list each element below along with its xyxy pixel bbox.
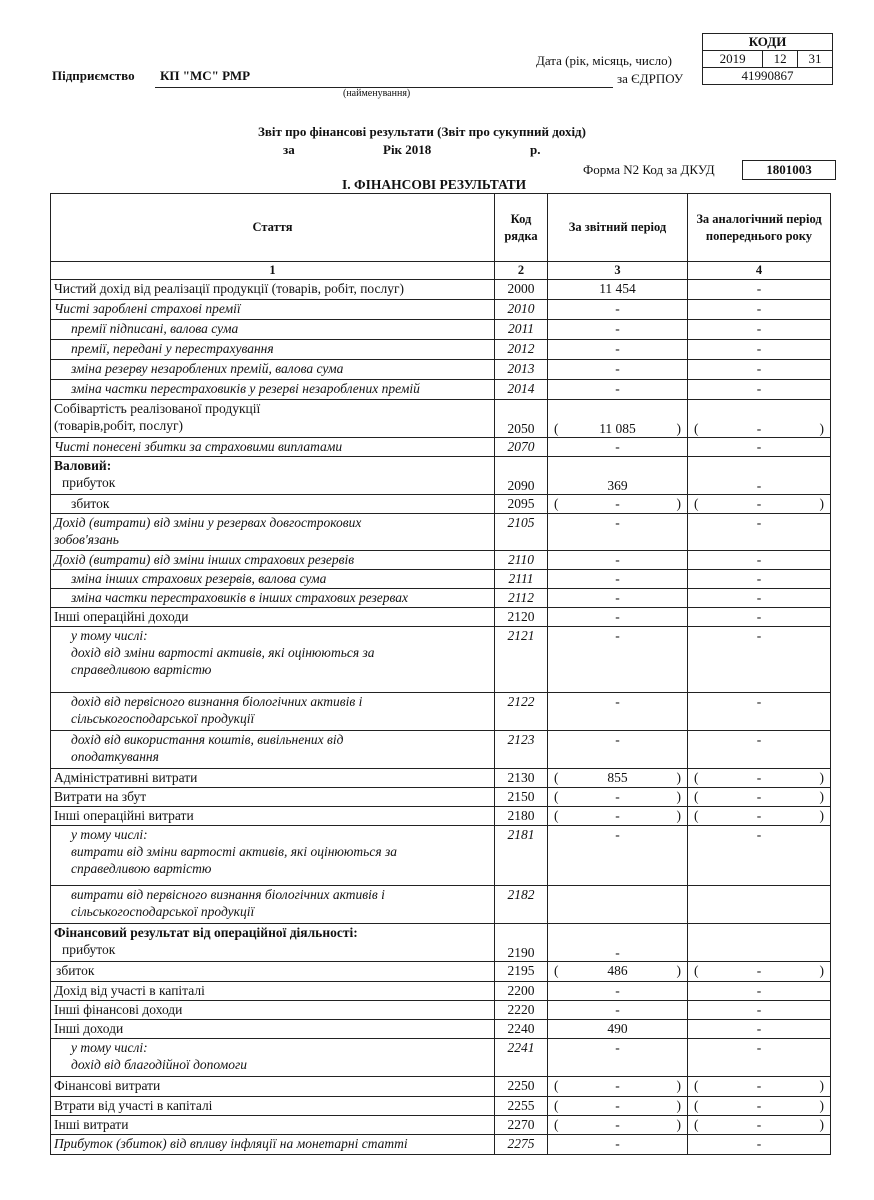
row-previous-value xyxy=(688,280,831,300)
table-row xyxy=(51,438,831,457)
table-row xyxy=(51,693,831,731)
edrpou-label: за ЄДРПОУ xyxy=(617,71,684,86)
row-label: збиток xyxy=(51,962,495,982)
value-text: - xyxy=(615,694,620,709)
header-code: Код рядка xyxy=(495,194,548,262)
row-label: зміна резерву незароблених премій, валова сума xyxy=(51,360,495,380)
table-row xyxy=(51,1077,831,1097)
table-row xyxy=(51,1001,831,1020)
row-label: витрати від первісного визнання біологічних активів і сільськогосподарської продукції xyxy=(51,886,495,924)
row-code: 2180 xyxy=(495,807,548,826)
row-current-value xyxy=(548,731,688,769)
row-group-heading: Валовий: прибуток xyxy=(54,458,116,490)
row-label: Собівартість реалізованої продукції (товарів,робіт, послуг) xyxy=(51,400,495,438)
row-previous-value xyxy=(688,589,831,608)
table-row xyxy=(51,514,831,551)
row-current-value xyxy=(548,1116,688,1135)
row-label: Фінансові витрати xyxy=(51,1077,495,1097)
codes-title: КОДИ xyxy=(703,34,833,51)
header-current: За звітний період xyxy=(548,194,688,262)
value-text: - xyxy=(756,281,762,296)
codes-table xyxy=(702,33,833,85)
row-code: 2150 xyxy=(495,788,548,807)
row-label: зміна інших страхових резервів, валова сума xyxy=(51,570,495,589)
row-current-value xyxy=(548,807,688,826)
table-row xyxy=(51,924,831,962)
row-current-value xyxy=(548,693,688,731)
value-text: - xyxy=(615,439,620,454)
row-current-value xyxy=(548,788,688,807)
value-text: - xyxy=(615,732,620,747)
row-code: 2240 xyxy=(495,1020,548,1039)
row-code: 2200 xyxy=(495,982,548,1001)
row-code: 2012 xyxy=(495,340,548,360)
row-previous-value xyxy=(688,886,831,924)
row-label: збиток xyxy=(51,495,495,514)
row-previous-value xyxy=(688,731,831,769)
row-previous-value xyxy=(688,826,831,886)
row-label: Чисті понесені збитки за страховими виплатами xyxy=(51,438,495,457)
row-previous-value xyxy=(688,457,831,495)
edrpou-code: 41990867 xyxy=(703,68,833,85)
row-current-value xyxy=(548,1077,688,1097)
row-current-value xyxy=(548,924,688,962)
value-text: - xyxy=(756,361,762,376)
table-row xyxy=(51,1097,831,1116)
row-previous-value xyxy=(688,360,831,380)
row-code: 2070 xyxy=(495,438,548,457)
row-code: 2090 xyxy=(495,457,548,495)
table-row xyxy=(51,1020,831,1039)
row-label: Втрати від участі в капіталі xyxy=(51,1097,495,1116)
row-current-value xyxy=(548,551,688,570)
value-text: ( - ) xyxy=(691,495,827,512)
table-row xyxy=(51,320,831,340)
table-row xyxy=(51,380,831,400)
value-text: - xyxy=(615,1002,620,1017)
row-previous-value xyxy=(688,1116,831,1135)
row-current-value xyxy=(548,300,688,320)
row-label: Інші фінансові доходи xyxy=(51,1001,495,1020)
header-previous: За аналогічний період попереднього року xyxy=(688,194,831,262)
value-text: ( - ) xyxy=(551,1097,684,1114)
row-code: 2255 xyxy=(495,1097,548,1116)
value-text: ( - ) xyxy=(551,788,684,805)
value-text: - xyxy=(756,478,762,493)
row-label xyxy=(51,924,495,962)
table-row xyxy=(51,280,831,300)
row-label: Інші витрати xyxy=(51,1116,495,1135)
table-row xyxy=(51,962,831,982)
enterprise-sublabel: (найменування) xyxy=(343,88,411,99)
row-previous-value xyxy=(688,438,831,457)
row-previous-value xyxy=(688,1097,831,1116)
value-text: - xyxy=(615,609,620,624)
row-previous-value xyxy=(688,380,831,400)
row-previous-value xyxy=(688,400,831,438)
row-code: 2270 xyxy=(495,1116,548,1135)
table-row xyxy=(51,340,831,360)
table-row xyxy=(51,300,831,320)
table-number-row xyxy=(51,262,831,280)
header-article: Стаття xyxy=(51,194,495,262)
value-text: - xyxy=(756,552,762,567)
value-text: - xyxy=(615,945,620,960)
row-previous-value xyxy=(688,608,831,627)
row-previous-value xyxy=(688,1001,831,1020)
row-code: 2121 xyxy=(495,627,548,693)
date-month: 12 xyxy=(763,51,798,68)
row-previous-value xyxy=(688,551,831,570)
row-code: 2010 xyxy=(495,300,548,320)
row-current-value xyxy=(548,1135,688,1155)
table-row xyxy=(51,570,831,589)
row-code: 2110 xyxy=(495,551,548,570)
value-text: - xyxy=(615,628,620,643)
row-current-value xyxy=(548,457,688,495)
row-previous-value xyxy=(688,320,831,340)
value-text: - xyxy=(756,1021,762,1036)
row-label: дохід від використання коштів, вивільнених від оподаткування xyxy=(51,731,495,769)
row-code: 2014 xyxy=(495,380,548,400)
row-label: Інші доходи xyxy=(51,1020,495,1039)
row-current-value xyxy=(548,886,688,924)
row-code: 2241 xyxy=(495,1039,548,1077)
row-code: 2190 xyxy=(495,924,548,962)
row-code: 2122 xyxy=(495,693,548,731)
row-current-value xyxy=(548,514,688,551)
table-row xyxy=(51,400,831,438)
row-current-value xyxy=(548,826,688,886)
value-text: - xyxy=(756,732,762,747)
table-row xyxy=(51,982,831,1001)
table-row xyxy=(51,457,831,495)
row-current-value xyxy=(548,1097,688,1116)
table-row xyxy=(51,731,831,769)
row-code: 2181 xyxy=(495,826,548,886)
value-text: - xyxy=(756,321,762,336)
value-text: - xyxy=(615,1136,620,1151)
value-text: ( - ) xyxy=(691,769,827,786)
row-previous-value xyxy=(688,982,831,1001)
row-label: у тому числі: дохід від благодійної допомоги xyxy=(51,1039,495,1077)
row-code: 2000 xyxy=(495,280,548,300)
row-code: 2111 xyxy=(495,570,548,589)
row-label: Інші операційні витрати xyxy=(51,807,495,826)
row-label: Дохід (витрати) від зміни інших страхових резервів xyxy=(51,551,495,570)
value-text: - xyxy=(615,590,620,605)
table-row xyxy=(51,495,831,514)
row-previous-value xyxy=(688,924,831,962)
row-current-value xyxy=(548,589,688,608)
table-row xyxy=(51,886,831,924)
value-text: - xyxy=(615,381,620,396)
date-year: 2019 xyxy=(703,51,763,68)
row-current-value xyxy=(548,627,688,693)
row-current-value xyxy=(548,400,688,438)
value-text: - xyxy=(615,321,620,336)
row-code: 2130 xyxy=(495,769,548,788)
row-code: 2182 xyxy=(495,886,548,924)
row-previous-value xyxy=(688,340,831,360)
row-code: 2220 xyxy=(495,1001,548,1020)
row-current-value xyxy=(548,495,688,514)
table-row xyxy=(51,826,831,886)
value-text: - xyxy=(615,301,620,316)
row-code: 2112 xyxy=(495,589,548,608)
row-code: 2195 xyxy=(495,962,548,982)
table-row xyxy=(51,627,831,693)
value-text: - xyxy=(615,515,620,530)
date-label: Дата (рік, місяць, число) xyxy=(536,53,672,68)
row-current-value xyxy=(548,982,688,1001)
value-text: - xyxy=(615,1040,620,1055)
value-text: - xyxy=(756,1136,762,1151)
value-text: ( - ) xyxy=(691,420,827,437)
value-text: ( - ) xyxy=(551,807,684,824)
value-text: ( 11 085 ) xyxy=(551,420,684,437)
row-current-value xyxy=(548,608,688,627)
value-text: ( - ) xyxy=(691,807,827,824)
value-text: - xyxy=(615,341,620,356)
row-label: премії, передані у перестрахування xyxy=(51,340,495,360)
row-label: Інші операційні доходи xyxy=(51,608,495,627)
row-current-value xyxy=(548,380,688,400)
value-text: - xyxy=(756,983,762,998)
row-label: у тому числі: дохід від зміни вартості активів, які оцінюються за справедливою вартістю xyxy=(51,627,495,693)
value-text: ( - ) xyxy=(551,495,684,512)
row-current-value xyxy=(548,438,688,457)
row-label: Дохід від участі в капіталі xyxy=(51,982,495,1001)
row-current-value xyxy=(548,280,688,300)
row-previous-value xyxy=(688,1135,831,1155)
row-group-heading: Фінансовий результат від операційної діяльності: прибуток xyxy=(54,925,358,957)
value-text: - xyxy=(756,1002,762,1017)
table-row xyxy=(51,589,831,608)
row-previous-value xyxy=(688,788,831,807)
table-row xyxy=(51,788,831,807)
row-current-value xyxy=(548,360,688,380)
row-current-value xyxy=(548,962,688,982)
row-current-value xyxy=(548,1020,688,1039)
value-text: - xyxy=(756,694,762,709)
row-previous-value xyxy=(688,962,831,982)
row-label: зміна частки перестраховиків в інших страхових резервах xyxy=(51,589,495,608)
value-text: - xyxy=(756,609,762,624)
row-current-value xyxy=(548,769,688,788)
value-text: - xyxy=(756,571,762,586)
value-text: ( - ) xyxy=(691,788,827,805)
col-number-4: 4 xyxy=(688,262,831,280)
row-label xyxy=(51,457,495,495)
row-previous-value xyxy=(688,570,831,589)
report-r: р. xyxy=(530,142,541,157)
table-header-row xyxy=(51,194,831,262)
value-text: ( - ) xyxy=(551,1116,684,1133)
row-label: Прибуток (збиток) від впливу інфляції на монетарні статті xyxy=(51,1135,495,1155)
row-label: Витрати на збут xyxy=(51,788,495,807)
section-title: І. ФІНАНСОВІ РЕЗУЛЬТАТИ xyxy=(342,177,527,192)
value-text: 490 xyxy=(607,1021,628,1036)
value-text: - xyxy=(615,361,620,376)
row-code: 2275 xyxy=(495,1135,548,1155)
value-text: ( - ) xyxy=(691,1116,827,1133)
report-period: Рік 2018 xyxy=(383,142,432,157)
row-label: Адміністративні витрати xyxy=(51,769,495,788)
report-za: за xyxy=(283,142,295,157)
table-row xyxy=(51,551,831,570)
value-text: 11 454 xyxy=(599,281,636,296)
value-text: - xyxy=(756,1040,762,1055)
row-previous-value xyxy=(688,514,831,551)
table-row xyxy=(51,608,831,627)
row-current-value xyxy=(548,1001,688,1020)
value-text: - xyxy=(615,983,620,998)
table-row xyxy=(51,769,831,788)
value-text: 369 xyxy=(607,478,628,493)
value-text: - xyxy=(615,552,620,567)
value-text: - xyxy=(756,515,762,530)
row-code: 2120 xyxy=(495,608,548,627)
row-label: Дохід (витрати) від зміни у резервах довгострокових зобов'язань xyxy=(51,514,495,551)
row-previous-value xyxy=(688,807,831,826)
value-text: - xyxy=(756,439,762,454)
form-label: Форма N2 Код за ДКУД xyxy=(583,162,715,177)
row-label: дохід від первісного визнання біологічних активів і сільськогосподарської продукції xyxy=(51,693,495,731)
row-code: 2013 xyxy=(495,360,548,380)
col-number-3: 3 xyxy=(548,262,688,280)
value-text: ( - ) xyxy=(691,962,827,979)
row-label: премії підписані, валова сума xyxy=(51,320,495,340)
table-row xyxy=(51,1116,831,1135)
form-code: 1801003 xyxy=(742,160,836,180)
row-previous-value xyxy=(688,495,831,514)
value-text: - xyxy=(756,381,762,396)
row-current-value xyxy=(548,1039,688,1077)
row-code: 2250 xyxy=(495,1077,548,1097)
row-current-value xyxy=(548,570,688,589)
financial-results-table xyxy=(50,193,831,1155)
value-text: ( - ) xyxy=(691,1077,827,1094)
report-title: Звіт про фінансові результати (Звіт про сукупний дохід) xyxy=(258,124,586,139)
enterprise-name: КП "МС" РМР xyxy=(160,68,251,83)
row-previous-value xyxy=(688,769,831,788)
row-previous-value xyxy=(688,1020,831,1039)
table-row xyxy=(51,1039,831,1077)
value-text: - xyxy=(756,301,762,316)
row-previous-value xyxy=(688,300,831,320)
row-previous-value xyxy=(688,1077,831,1097)
date-day: 31 xyxy=(798,51,833,68)
row-current-value xyxy=(548,320,688,340)
row-code: 2050 xyxy=(495,400,548,438)
value-text: - xyxy=(756,590,762,605)
value-text: - xyxy=(615,827,620,842)
row-code: 2011 xyxy=(495,320,548,340)
value-text: - xyxy=(756,628,762,643)
enterprise-label: Підприємство xyxy=(52,68,135,83)
table-row xyxy=(51,360,831,380)
row-label: у тому числі: витрати від зміни вартості активів, які оцінюються за справедливою вартістю xyxy=(51,826,495,886)
value-text: ( - ) xyxy=(551,1077,684,1094)
row-label: Чисті зароблені страхові премії xyxy=(51,300,495,320)
value-text: ( - ) xyxy=(691,1097,827,1114)
col-number-2: 2 xyxy=(495,262,548,280)
row-previous-value xyxy=(688,693,831,731)
value-text: - xyxy=(615,571,620,586)
row-previous-value xyxy=(688,1039,831,1077)
row-label: Чистий дохід від реалізації продукції (товарів, робіт, послуг) xyxy=(51,280,495,300)
value-text: - xyxy=(756,827,762,842)
col-number-1: 1 xyxy=(51,262,495,280)
row-code: 2123 xyxy=(495,731,548,769)
row-previous-value xyxy=(688,627,831,693)
value-text: - xyxy=(756,341,762,356)
table-row xyxy=(51,1135,831,1155)
table-row xyxy=(51,807,831,826)
row-current-value xyxy=(548,340,688,360)
row-label: зміна частки перестраховиків у резерві незароблених премій xyxy=(51,380,495,400)
row-code: 2095 xyxy=(495,495,548,514)
value-text: ( 855 ) xyxy=(551,769,684,786)
value-text: ( 486 ) xyxy=(551,962,684,979)
row-code: 2105 xyxy=(495,514,548,551)
